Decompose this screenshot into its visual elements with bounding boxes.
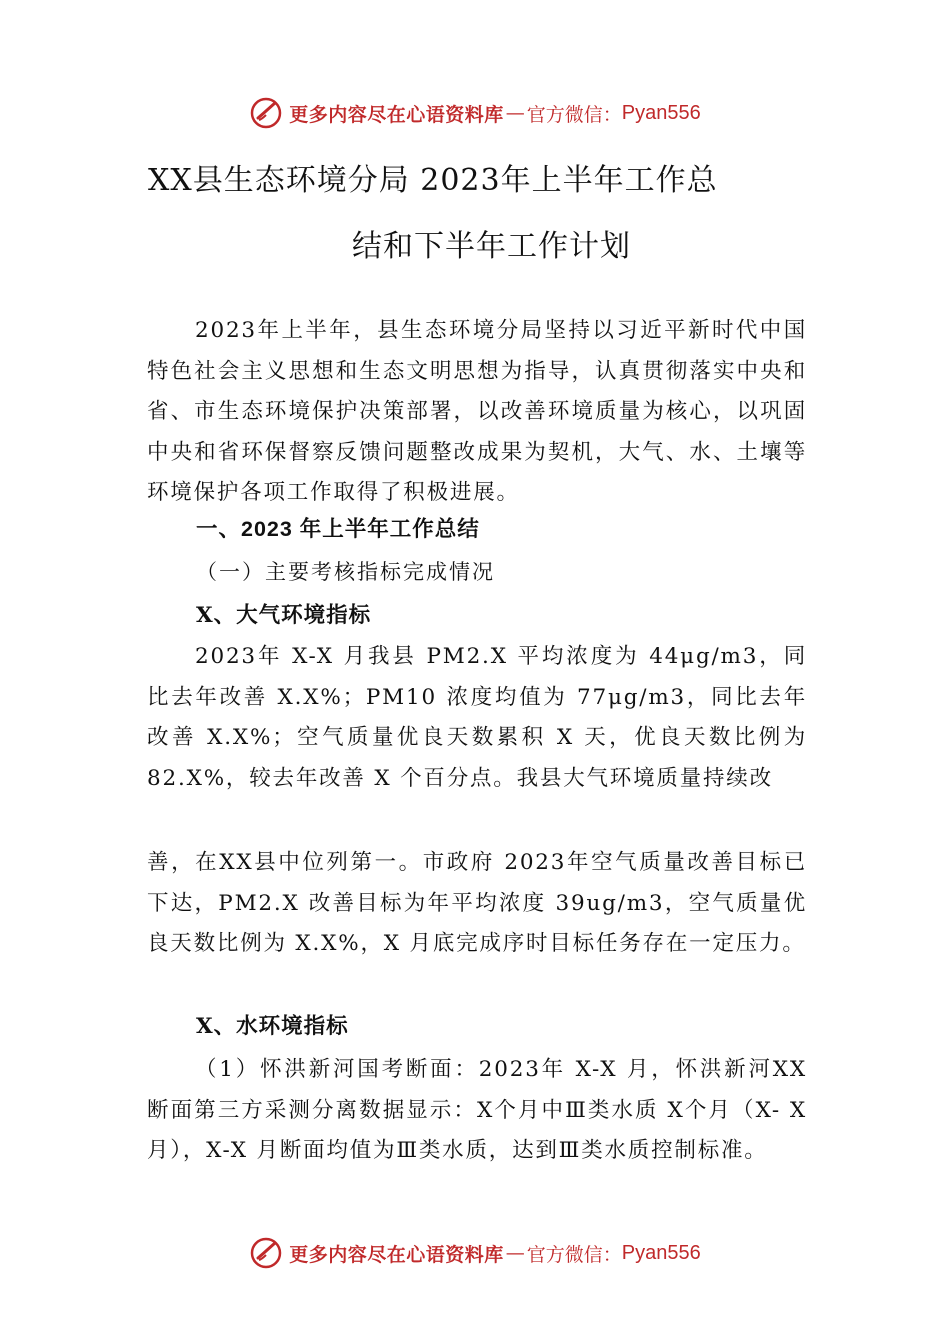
document-title-line2: 结和下半年工作计划 (352, 229, 631, 264)
section-heading-1: 一、2023 年上半年工作总结 (196, 517, 480, 541)
watermark-text: 更多内容尽在心语资料库 (289, 1243, 504, 1266)
water-heading: X、水环境指标 (196, 1014, 349, 1039)
watermark-footer (0, 1233, 950, 1273)
watermark-wechat-id: Pyan556 (621, 101, 701, 124)
document-title-line1: XX县生态环境分局 2023年上半年工作总 (148, 163, 718, 198)
water-paragraph-1: （1）怀洪新河国考断面：2023年 X-X 月，怀洪新河XX断面第三方采测分离数据显示：X个月中Ⅲ类水质 X个月（X- X 月），X-X 月断面均值为Ⅲ类水质，达到Ⅲ类水质控制标准。 (147, 1057, 807, 1163)
watermark-dash: — (505, 1242, 525, 1264)
watermark-dash: — (505, 102, 525, 124)
intro-paragraph: 2023年上半年，县生态环境分局坚持以习近平新时代中国特色社会主义思想和生态文明思想为指导，认真贯彻落实中央和省、市生态环境保护决策部署，以改善环境质量为核心，以巩固中央和省环保督察反馈问题整改成果为契机，大气、水、土壤等环境保护各项工作取得了积极进展。 (147, 318, 807, 505)
subsection-heading: （一）主要考核指标完成情况 (196, 560, 495, 584)
watermark-text: 更多内容尽在心语资料库 (289, 103, 504, 126)
watermark-header (0, 93, 950, 133)
watermark-wechat-label: 官方微信： (526, 103, 622, 126)
brush-logo-icon (249, 96, 283, 130)
brush-logo-icon (249, 1236, 283, 1270)
watermark-wechat-id: Pyan556 (621, 1241, 701, 1264)
air-paragraph-1: 2023年 X-X 月我县 PM2.X 平均浓度为 44μg/m3，同比去年改善 X.X%；PM10 浓度均值为 77μg/m3，同比去年改善 X.X%；空气质量优良天数累积 X 天，优良天数比例为82.X%，较去年改善 X 个百分点。我县大气环境质量持续改 (147, 644, 807, 791)
air-paragraph-2: 善，在XX县中位列第一。市政府 2023年空气质量改善目标已下达，PM2.X 改善目标为年平均浓度 39ug/m3，空气质量优良天数比例为 X.X%，X 月底完成序时目标任务存在一定压力。 (147, 850, 807, 956)
air-heading: X、大气环境指标 (196, 603, 372, 628)
watermark-wechat-label: 官方微信： (526, 1243, 622, 1266)
